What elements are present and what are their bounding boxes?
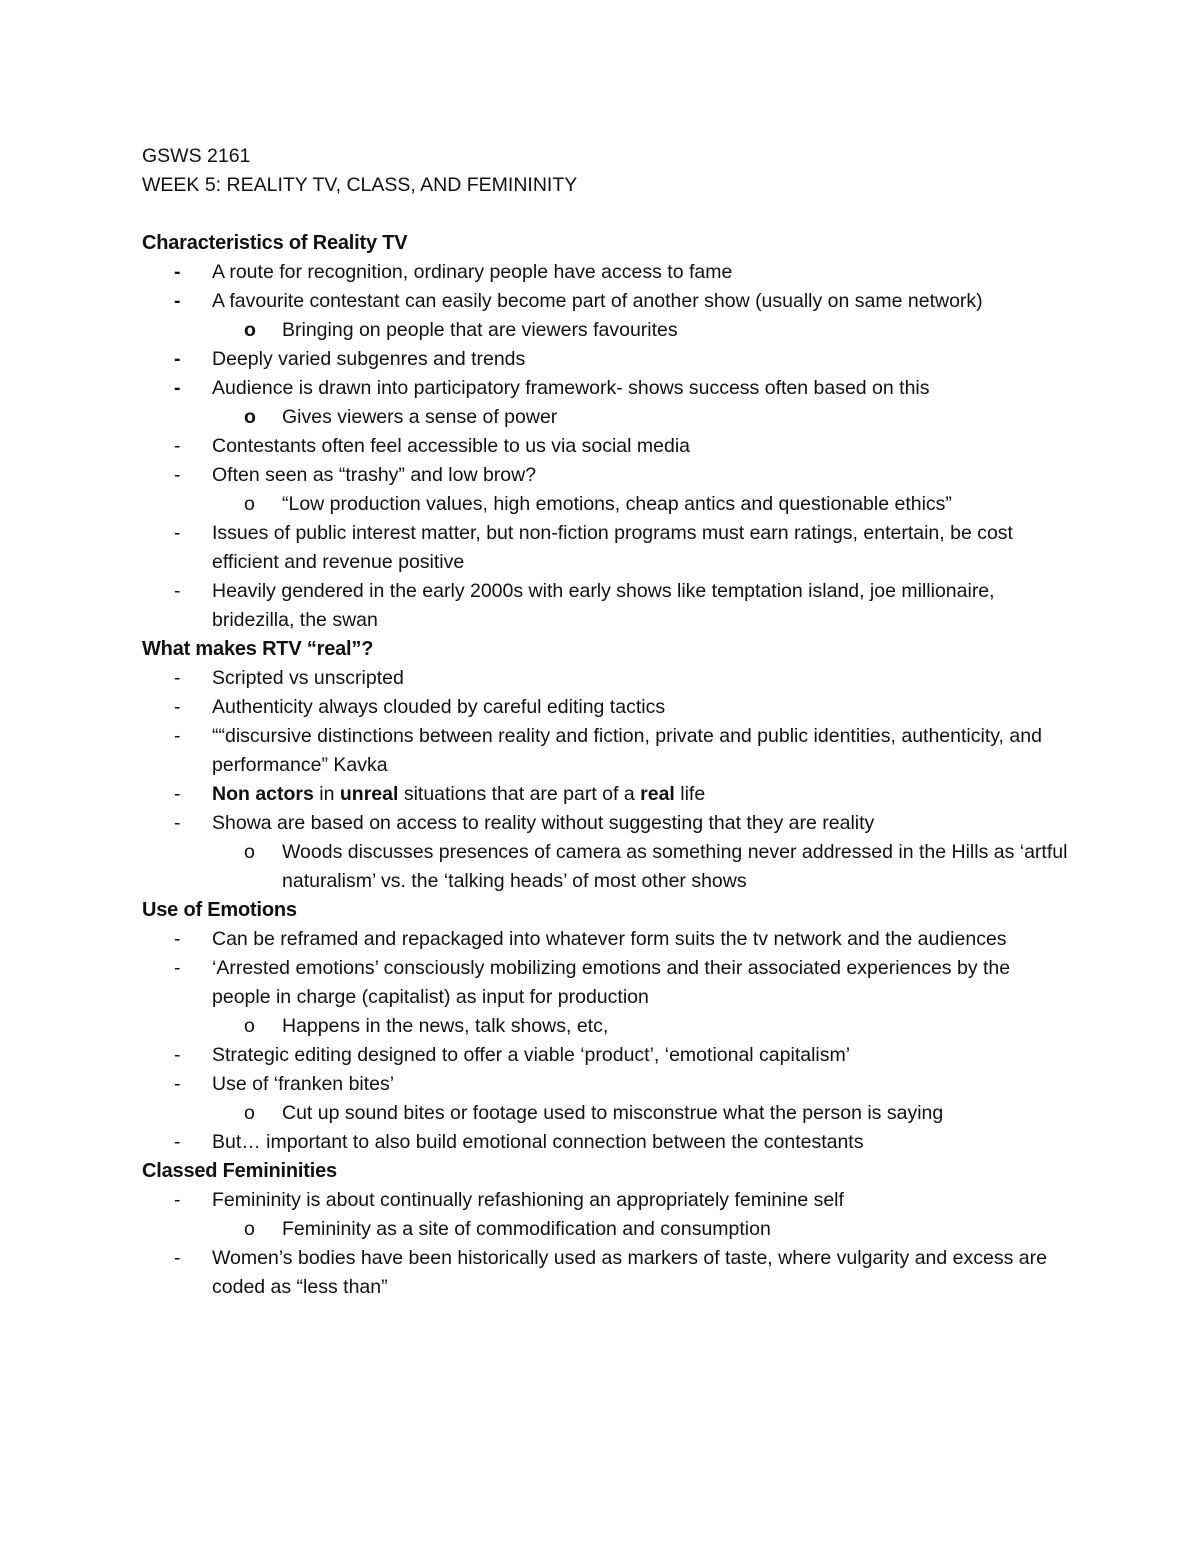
dash-bullet-icon: - [174,957,181,979]
bullet-text: Femininity as a site of commodification and consumption [282,1218,771,1240]
bullet-text: Audience is drawn into participatory framework- shows success often based on this [212,377,930,399]
bullet-text: Bringing on people that are viewers favourites [282,319,678,341]
dash-bullet-icon: - [174,290,181,312]
section-heading: What makes RTV “real”? [142,638,374,660]
emphasis-text: unreal [339,783,399,805]
sub-bullet-item [142,838,1072,896]
bullet-item [142,258,1072,287]
circle-bullet-icon: o [244,406,256,428]
dash-bullet-icon: - [174,580,181,602]
text-run: situations that are part of a [398,783,641,805]
bullet-item [142,1070,1072,1099]
bullet-item [142,809,1072,838]
sub-bullet-item [142,1099,1072,1128]
bullet-text: Scripted vs unscripted [212,667,404,689]
sub-bullet-item [142,316,1072,345]
bullet-item [142,374,1072,403]
dash-bullet-icon: - [174,1247,181,1269]
bullet-text: “Low production values, high emotions, cheap antics and questionable ethics” [282,493,952,515]
dash-bullet-icon: - [174,783,181,805]
dash-bullet-icon: - [174,261,181,283]
bullet-text: Issues of public interest matter, but non-fiction programs must earn ratings, entertain, be cost efficient and revenue positive [212,522,1013,573]
dash-bullet-icon: - [174,1131,181,1153]
bullet-text: ““discursive distinctions between reality and fiction, private and public identities, authenticity, and performance” Kavka [212,725,1042,776]
dash-bullet-icon: - [174,435,181,457]
dash-bullet-icon: - [174,464,181,486]
dash-bullet-icon: - [174,377,181,399]
bullet-item [142,954,1072,1012]
bullet-text: A favourite contestant can easily become part of another show (usually on same network) [212,290,983,312]
bullet-item [142,1128,1072,1157]
dash-bullet-icon: - [174,1044,181,1066]
bullet-text: A route for recognition, ordinary people have access to fame [212,261,733,283]
bullet-text: Often seen as “trashy” and low brow? [212,464,537,486]
circle-bullet-icon: o [244,319,256,341]
course-code: GSWS 2161 [142,145,251,167]
bullet-item [142,925,1072,954]
circle-bullet-icon: o [244,493,255,515]
bullet-item [142,287,1072,316]
bullet-text: ‘Arrested emotions’ consciously mobilizing emotions and their associated experiences by the people in charge (capitalist) as input for production [212,957,1011,1008]
bullet-item [142,1186,1072,1215]
bullet-item [142,722,1072,780]
emphasis-text: real [640,783,675,805]
text-run: in [313,783,340,805]
sub-bullet-item [142,403,1072,432]
section-heading: Use of Emotions [142,899,297,921]
emphasis-text: Non actors [212,783,314,805]
sub-bullet-item [142,1012,1072,1041]
bullet-text: Woods discusses presences of camera as something never addressed in the Hills as ‘artful naturalism’ vs. the ‘talking heads’ of most other shows [282,841,1068,892]
bullet-text [212,780,1072,809]
bullet-text: Women’s bodies have been historically used as markers of taste, where vulgarity and excess are coded as “less than” [212,1247,1047,1298]
document-page [142,142,1072,1302]
bullet-text: But… important to also build emotional connection between the contestants [212,1131,864,1153]
bullet-text: Heavily gendered in the early 2000s with early shows like temptation island, joe millionaire, bridezilla, the swan [212,580,995,631]
bullet-item [142,1041,1072,1070]
circle-bullet-icon: o [244,1015,255,1037]
section-heading: Characteristics of Reality TV [142,232,408,254]
bullet-item [142,519,1072,577]
dash-bullet-icon: - [174,667,181,689]
dash-bullet-icon: - [174,928,181,950]
circle-bullet-icon: o [244,1102,255,1124]
bullet-text: Deeply varied subgenres and trends [212,348,526,370]
bullet-item [142,432,1072,461]
bullet-item [142,461,1072,490]
dash-bullet-icon: - [174,812,181,834]
dash-bullet-icon: - [174,348,181,370]
bullet-text: Femininity is about continually refashioning an appropriately feminine self [212,1189,844,1211]
bullet-text: Authenticity always clouded by careful editing tactics [212,696,666,718]
bullet-text: Strategic editing designed to offer a viable ‘product’, ‘emotional capitalism’ [212,1044,851,1066]
sub-bullet-item [142,1215,1072,1244]
week-title: WEEK 5: REALITY TV, CLASS, AND FEMININITY [142,174,578,196]
sub-bullet-item [142,490,1072,519]
circle-bullet-icon: o [244,1218,255,1240]
bullet-item [142,780,1072,809]
bullet-item [142,345,1072,374]
circle-bullet-icon: o [244,841,255,863]
dash-bullet-icon: - [174,1189,181,1211]
bullet-text: Cut up sound bites or footage used to misconstrue what the person is saying [282,1102,944,1124]
bullet-text: Can be reframed and repackaged into whatever form suits the tv network and the audiences [212,928,1007,950]
dash-bullet-icon: - [174,522,181,544]
dash-bullet-icon: - [174,1073,181,1095]
bullet-item [142,693,1072,722]
bullet-text: Gives viewers a sense of power [282,406,558,428]
text-run: life [674,783,706,805]
bullet-text: Happens in the news, talk shows, etc, [282,1015,609,1037]
bullet-item [142,664,1072,693]
bullet-text: Use of ‘franken bites’ [212,1073,395,1095]
dash-bullet-icon: - [174,696,181,718]
dash-bullet-icon: - [174,725,181,747]
notes-body [142,229,1072,1302]
bullet-text: Showa are based on access to reality without suggesting that they are reality [212,812,875,834]
spacer [142,200,1072,229]
section-heading: Classed Femininities [142,1160,337,1182]
bullet-item [142,577,1072,635]
bullet-text: Contestants often feel accessible to us via social media [212,435,691,457]
bullet-item [142,1244,1072,1302]
